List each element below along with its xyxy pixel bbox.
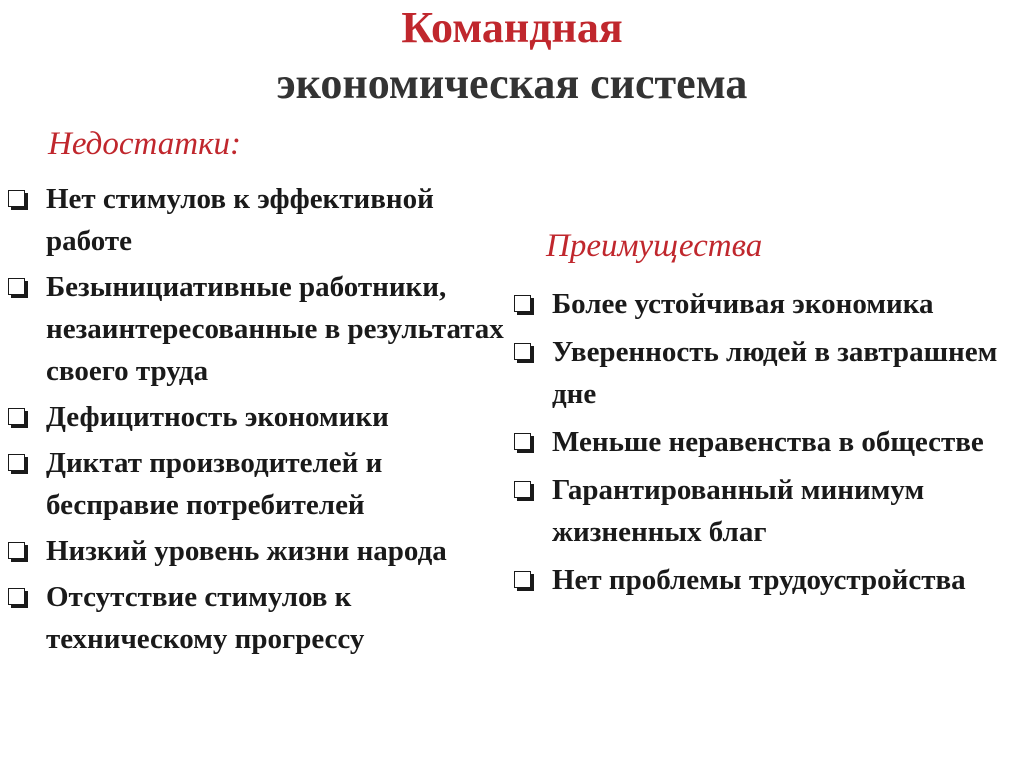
list-item: [514, 283, 1014, 325]
checkbox-square-icon: [8, 408, 25, 425]
disadvantages-list: [8, 178, 508, 664]
list-item: [8, 178, 508, 262]
checkbox-square-icon: [8, 542, 25, 559]
list-item-text: Уверенность людей в завтрашнем дне: [552, 336, 998, 410]
list-item-text: Отсутствие стимулов к техническому прогрессу: [46, 581, 365, 655]
checkbox-square-icon: [8, 454, 25, 471]
advantages-list: [514, 283, 1014, 607]
page-title-line1: Командная: [401, 3, 623, 52]
list-item-text: Меньше неравенства в обществе: [552, 426, 984, 458]
list-item-text: Низкий уровень жизни народа: [46, 535, 447, 567]
list-item: [8, 530, 508, 572]
checkbox-square-icon: [8, 588, 25, 605]
list-item: [8, 442, 508, 526]
list-item: [514, 331, 1014, 415]
checkbox-square-icon: [514, 343, 531, 360]
list-item: [8, 576, 508, 660]
list-item-text: Дефицитность экономики: [46, 401, 389, 433]
list-item: [514, 559, 1014, 601]
checkbox-square-icon: [8, 278, 25, 295]
checkbox-square-icon: [514, 571, 531, 588]
list-item-text: Нет стимулов к эффективной работе: [46, 183, 434, 257]
list-item-text: Диктат производителей и бесправие потребителей: [46, 447, 383, 521]
list-item: [514, 469, 1014, 553]
list-item: [514, 421, 1014, 463]
page-title-line2: экономическая система: [276, 59, 748, 108]
list-item: [8, 266, 508, 392]
list-item-text: Гарантированный минимум жизненных благ: [552, 474, 925, 548]
checkbox-square-icon: [8, 190, 25, 207]
list-item: [8, 396, 508, 438]
list-item-text: Нет проблемы трудоустройства: [552, 564, 966, 596]
checkbox-square-icon: [514, 433, 531, 450]
list-item-text: Безынициативные работники, незаинтересованные в результатах своего труда: [46, 271, 504, 387]
checkbox-square-icon: [514, 295, 531, 312]
disadvantages-heading: Недостатки:: [48, 126, 241, 162]
checkbox-square-icon: [514, 481, 531, 498]
advantages-heading: Преимущества: [546, 228, 763, 264]
list-item-text: Более устойчивая экономика: [552, 288, 934, 320]
